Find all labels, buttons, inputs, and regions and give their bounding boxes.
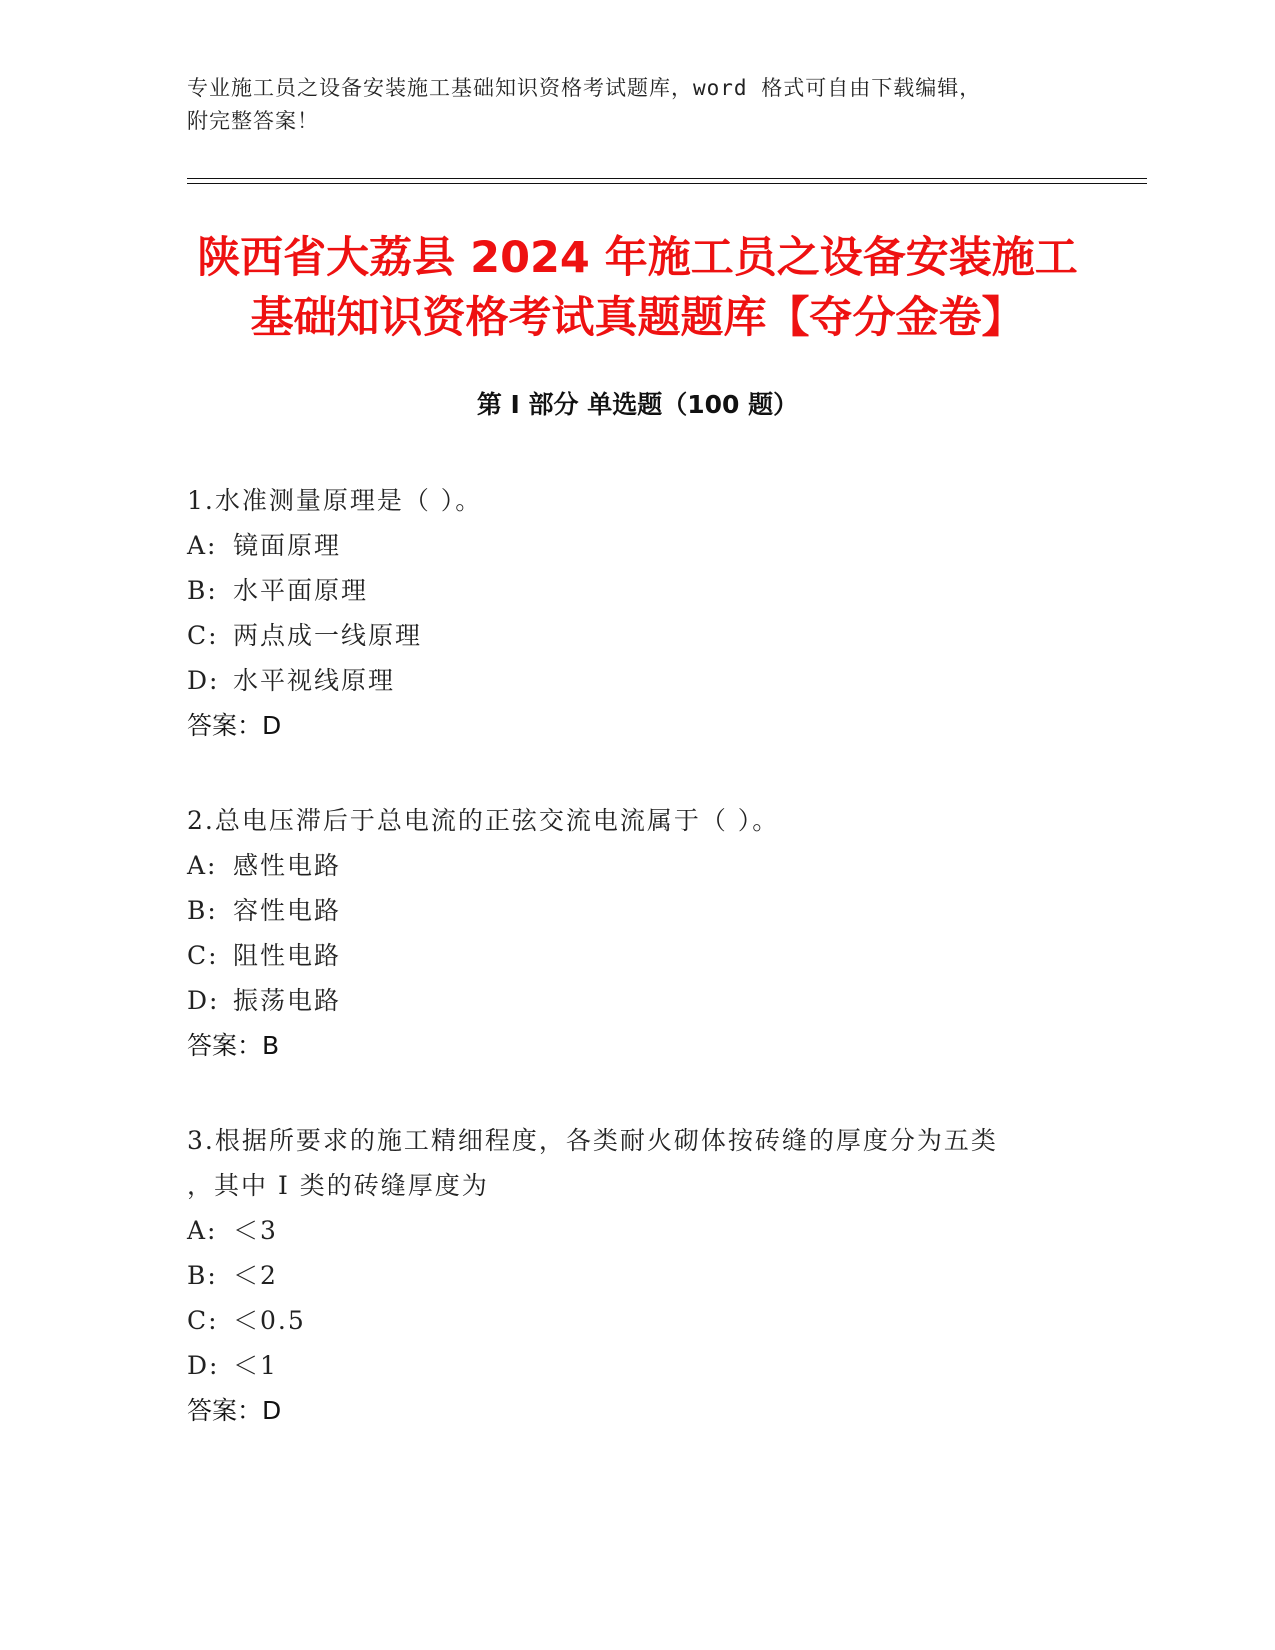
question-1-option-a <box>187 523 1067 568</box>
question-2-option-d <box>187 978 1067 1023</box>
question-1-option-d <box>187 658 1067 703</box>
option-text: 水平面原理 <box>233 576 369 605</box>
option-text: 阻性电路 <box>233 941 342 970</box>
document-title-line-2: 基础知识资格考试真题题库【夺分金卷】 <box>250 293 1025 343</box>
option-text: ＜0.5 <box>233 1306 306 1335</box>
question-2-option-a <box>187 843 1067 888</box>
option-letter: D: <box>187 1351 220 1380</box>
option-letter: D: <box>187 666 220 695</box>
question-2-answer: 答案：B <box>187 1031 280 1060</box>
option-text: 两点成一线原理 <box>233 621 423 650</box>
question-3-option-d <box>187 1343 1067 1388</box>
question-2-stem: 2.总电压滞后于总电流的正弦交流电流属于（ ）。 <box>187 806 780 835</box>
option-text: ＜3 <box>233 1216 278 1245</box>
option-letter: B: <box>187 1261 218 1290</box>
header-divider-top <box>187 178 1147 179</box>
option-text: 水平视线原理 <box>233 666 396 695</box>
section-title: 第 I 部分 单选题（100 题） <box>476 390 799 419</box>
question-3-stem-line-2: ，其中 I 类的砖缝厚度为 <box>187 1171 489 1200</box>
question-3-option-a <box>187 1208 1067 1253</box>
question-2-option-c <box>187 933 1067 978</box>
header-note-line-1: 专业施工员之设备安装施工基础知识资格考试题库，word 格式可自由下载编辑， <box>187 76 982 100</box>
header-note-line-2: 附完整答案！ <box>187 109 319 133</box>
question-1-answer: 答案：D <box>187 711 282 740</box>
option-letter: B: <box>187 896 218 925</box>
question-2-option-b <box>187 888 1067 933</box>
option-text: ＜2 <box>233 1261 278 1290</box>
option-letter: B: <box>187 576 218 605</box>
option-text: 感性电路 <box>233 851 342 880</box>
question-3-option-c <box>187 1298 1067 1343</box>
option-letter: A: <box>187 531 218 560</box>
question-1-option-b <box>187 568 1067 613</box>
question-3 <box>187 1118 1067 1434</box>
question-3-answer: 答案：D <box>187 1396 282 1425</box>
option-letter: C: <box>187 621 219 650</box>
question-3-option-b <box>187 1253 1067 1298</box>
option-letter: A: <box>187 851 218 880</box>
question-1 <box>187 478 1067 749</box>
question-2 <box>187 798 1067 1069</box>
option-text: 镜面原理 <box>233 531 342 560</box>
option-text: 容性电路 <box>233 896 342 925</box>
header-note <box>187 72 1087 138</box>
option-letter: D: <box>187 986 220 1015</box>
document-title <box>150 228 1125 348</box>
option-letter: C: <box>187 941 219 970</box>
question-1-option-c <box>187 613 1067 658</box>
question-3-stem-line-1: 3.根据所要求的施工精细程度，各类耐火砌体按砖缝的厚度分为五类 <box>187 1126 998 1155</box>
document-title-line-1: 陕西省大荔县 2024 年施工员之设备安装施工 <box>197 233 1078 283</box>
option-text: 振荡电路 <box>233 986 342 1015</box>
question-1-stem: 1.水准测量原理是（ ）。 <box>187 486 483 515</box>
header-divider-bottom <box>187 183 1147 184</box>
option-letter: C: <box>187 1306 219 1335</box>
option-letter: A: <box>187 1216 218 1245</box>
option-text: ＜1 <box>233 1351 278 1380</box>
